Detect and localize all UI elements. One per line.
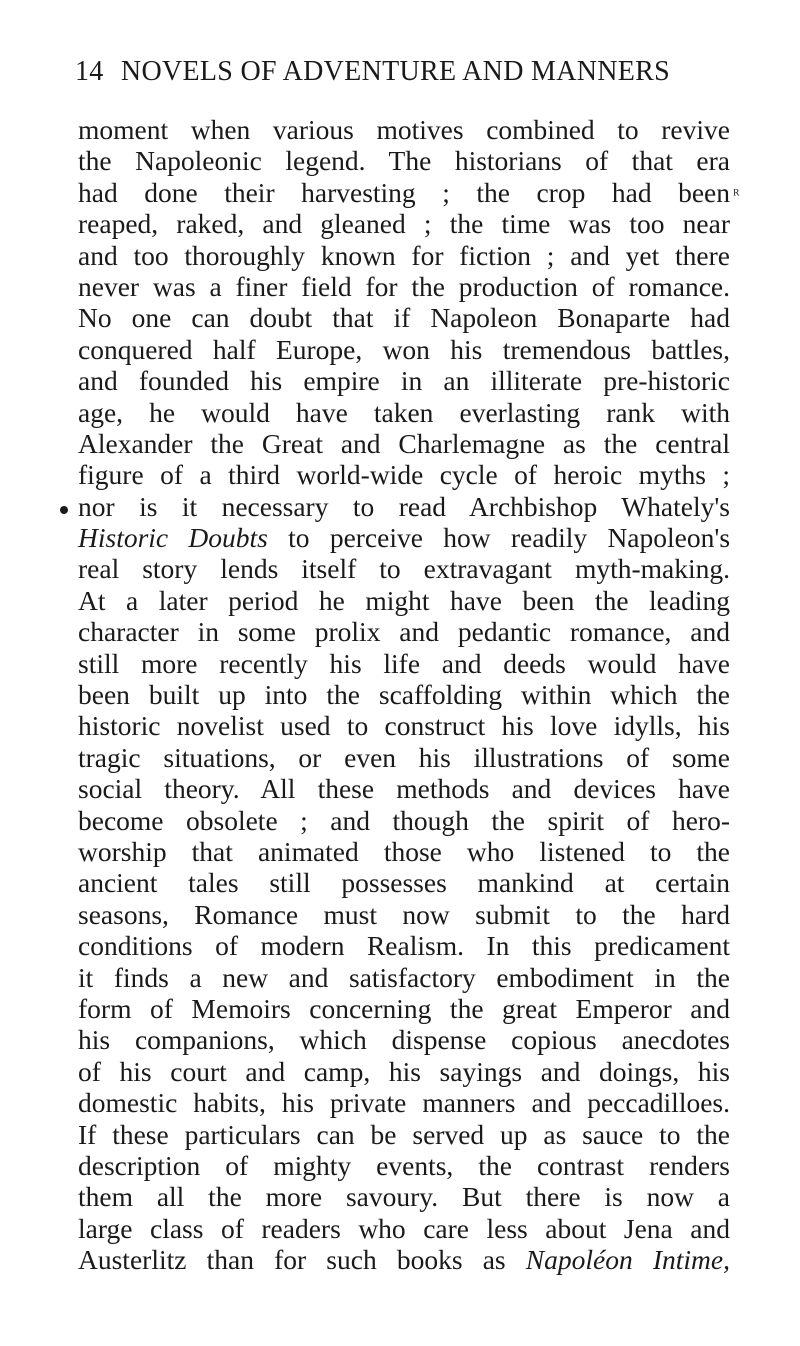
text-line: of his court and camp, his sayings and doings, his	[78, 1055, 730, 1087]
text-line: conditions of modern Realism. In this predicament	[78, 930, 730, 962]
text-line: character in some prolix and pedantic romance, and	[78, 616, 730, 648]
text-line: If these particulars can be served up as sauce to the	[78, 1118, 730, 1150]
text-line: seasons, Romance must now submit to the hard	[78, 898, 730, 930]
text-line: and too thoroughly known for fiction ; and yet there	[78, 239, 730, 271]
text-line: historic novelist used to construct his love idylls, his	[78, 710, 730, 742]
text-line: it finds a new and satisfactory embodiment in the	[78, 961, 730, 993]
text-line: large class of readers who care less about Jena and	[78, 1212, 730, 1244]
text-line: and founded his empire in an illiterate pre-historic	[78, 365, 730, 397]
line-remainder: to perceive how readily Napoleon's	[288, 522, 731, 554]
text-line: No one can doubt that if Napoleon Bonaparte had	[78, 302, 730, 334]
text-line: still more recently his life and deeds would have	[78, 647, 730, 679]
page-number: 14	[75, 56, 104, 87]
text-line: form of Memoirs concerning the great Emperor and	[78, 992, 730, 1024]
text-line: age, he would have taken everlasting rank with	[78, 396, 730, 428]
text-line-with-italic-title	[78, 1244, 730, 1275]
text-line: description of mighty events, the contrast renders	[78, 1149, 730, 1181]
print-mark: ᴿ	[733, 187, 740, 204]
text-line: been built up into the scaffolding within which the	[78, 679, 730, 711]
text-line: reaped, raked, and gleaned ; the time was too near	[78, 208, 730, 240]
line-start: Austerlitz than for such books as	[78, 1244, 506, 1276]
margin-ink-dot	[59, 505, 70, 516]
text-line: ancient tales still possesses mankind at certain	[78, 867, 730, 899]
text-line-with-italic-title	[78, 522, 730, 553]
italic-title-napoleon-intime: Napoléon Intime,	[525, 1244, 730, 1276]
running-header	[75, 56, 695, 88]
text-line: tragic situations, or even his illustrations of some	[78, 741, 730, 773]
text-line: had done their harvesting ; the crop had been	[78, 176, 730, 208]
text-line: social theory. All these methods and devices have	[78, 773, 730, 805]
text-line: his companions, which dispense copious anecdotes	[78, 1024, 730, 1056]
text-line: Alexander the Great and Charlemagne as the central	[78, 427, 730, 459]
text-line: the Napoleonic legend. The historians of that era	[78, 145, 730, 177]
body-paragraph	[78, 114, 730, 1275]
text-line: them all the more savoury. But there is now a	[78, 1181, 730, 1213]
text-line: moment when various motives combined to revive	[78, 114, 730, 145]
text-line: worship that animated those who listened to the	[78, 835, 730, 867]
text-line: figure of a third world-wide cycle of heroic myths ;	[78, 459, 730, 491]
text-line: real story lends itself to extravagant myth-making.	[78, 553, 730, 585]
text-line: At a later period he might have been the leading	[78, 584, 730, 616]
text-line: become obsolete ; and though the spirit of hero-	[78, 804, 730, 836]
text-line: conquered half Europe, won his tremendous battles,	[78, 333, 730, 365]
text-line: never was a finer field for the production of romance.	[78, 270, 730, 302]
running-title: NOVELS OF ADVENTURE AND MANNERS	[120, 56, 671, 87]
text-line: domestic habits, his private manners and peccadilloes.	[78, 1087, 730, 1119]
text-line: nor is it necessary to read Archbishop Whately's	[78, 490, 730, 522]
italic-title-historic-doubts: Historic Doubts	[78, 522, 268, 554]
